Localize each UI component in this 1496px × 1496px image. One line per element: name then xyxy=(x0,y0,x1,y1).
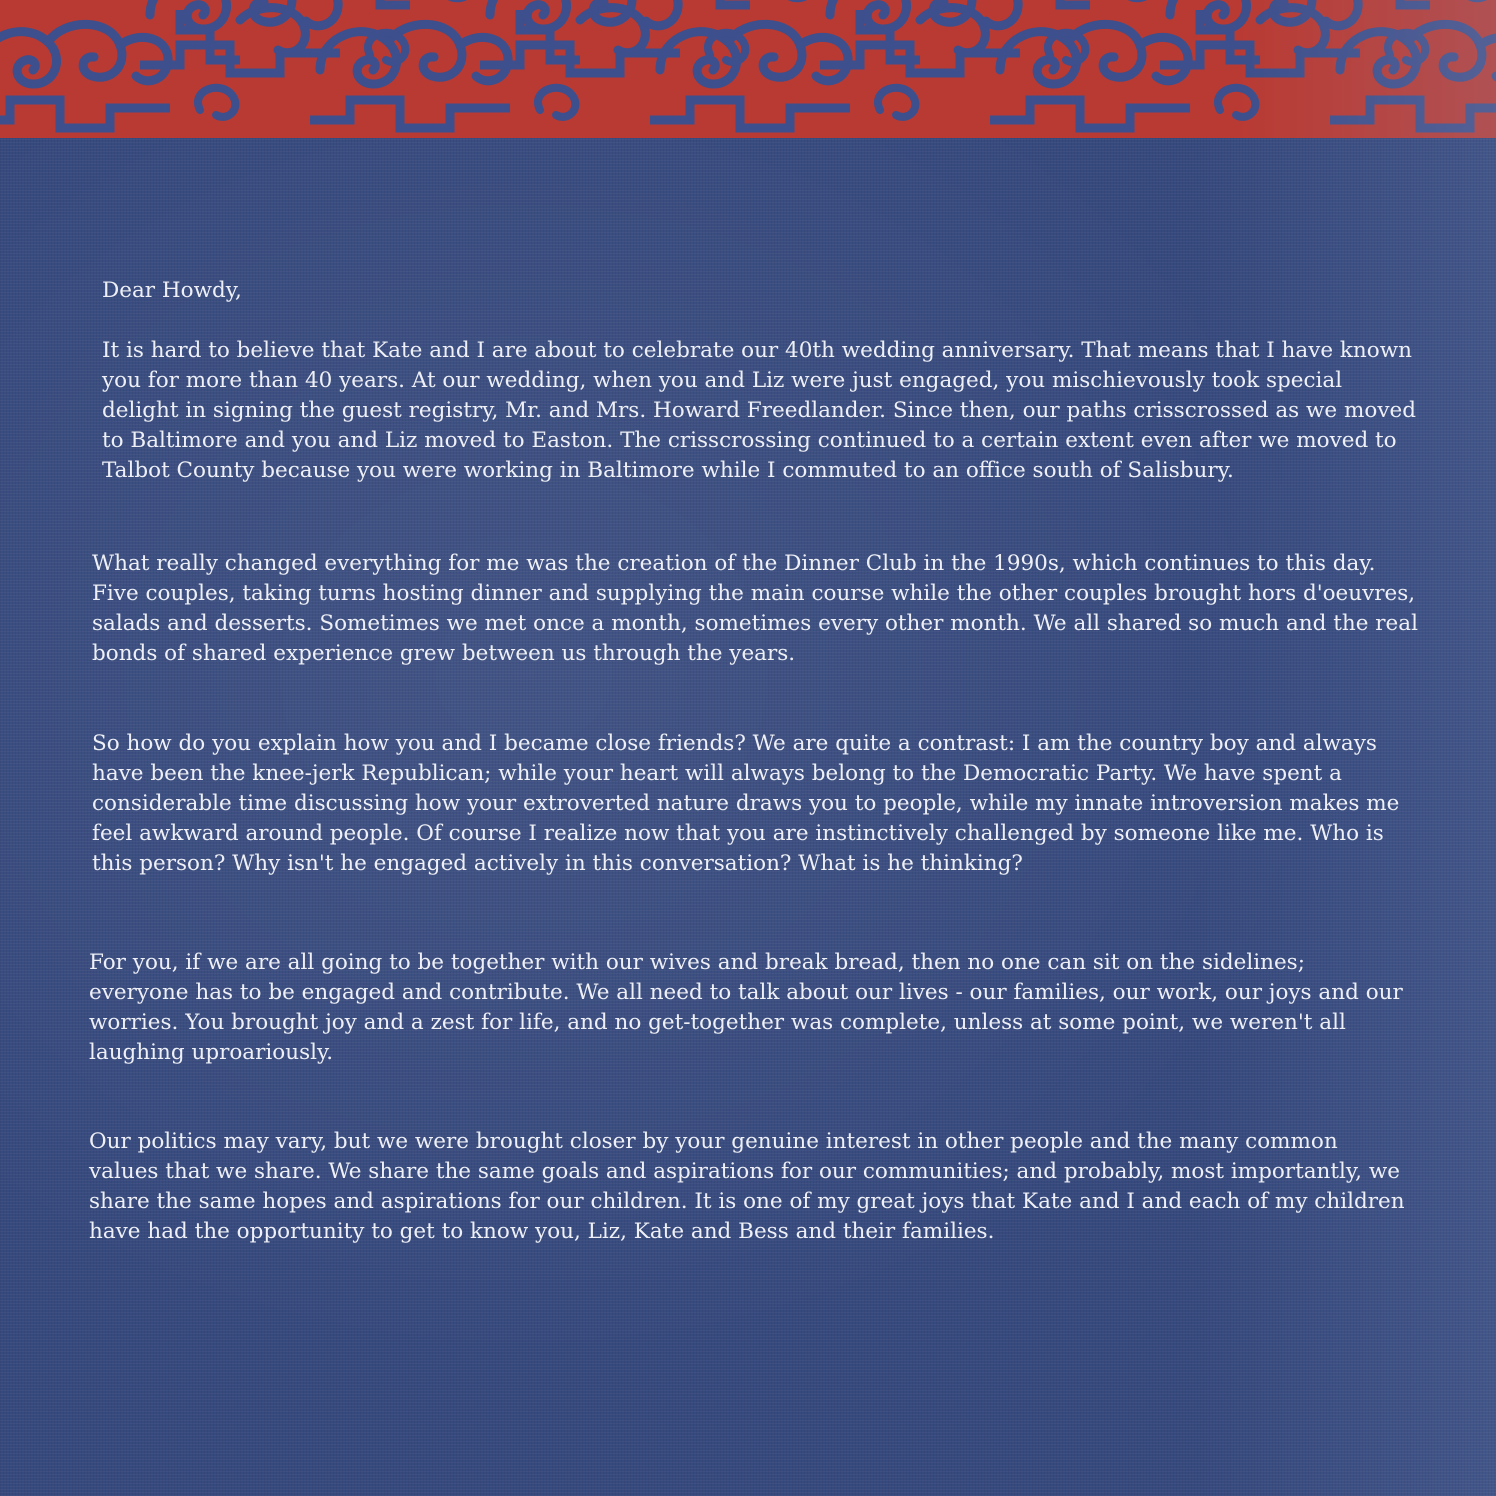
letter-paragraph-3: So how do you explain how you and I became close friends? We are quite a contrast: I am the country boy and always have been the knee-jerk Republican; while your heart will always belong to the Democratic Party. We have spent a considerable time discussing how your extroverted nature draws you to people, while my innate introversion makes me feel awkward around people. Of course I realize now that you are instinctively challenged by someone like me. Who is this person? Why isn't he engaged actively in this conversation? What is he thinking? xyxy=(92,731,1400,876)
letter-paragraph-2: What really changed everything for me was the creation of the Dinner Club in the 1990s, which continues to this day. Five couples, taking turns hosting dinner and supplying the main course while the other couples brought hors d'oeuvres, salads and desserts. Sometimes we met once a month, sometimes every other month. We all shared so much and the real bonds of shared experience grew between us through the years. xyxy=(92,551,1418,666)
letter-paragraph-4: For you, if we are all going to be together with our wives and break bread, then no one can sit on the sidelines; everyone has to be engaged and contribute. We all need to talk about our lives - our families, our work, our joys and our worries. You brought joy and a zest for life, and no get-together was complete, unless at some point, we weren't all laughing uproariously. xyxy=(89,950,1403,1065)
letter-paragraph-1: It is hard to believe that Kate and I are about to celebrate our 40th wedding anniversary. That means that I have known you for more than 40 years. At our wedding, when you and Liz were just engaged, you mischievously took special delight in signing the guest registry, Mr. and Mrs. Howard Freedlander. Since then, our paths crisscrossed as we moved to Baltimore and you and Liz moved to Easton. The crisscrossing continued to a certain extent even after we moved to Talbot County because you were working in Baltimore while I commuted to an office south of Salisbury. xyxy=(102,338,1416,483)
letter-salutation: Dear Howdy, xyxy=(102,278,242,303)
letter-paragraph-5: Our politics may vary, but we were brought closer by your genuine interest in other people and the many common values that we share. We share the same goals and aspirations for our communities; and probably, most importantly, we share the same hopes and aspirations for our children. It is one of my great joys that Kate and I and each of my children have had the opportunity to get to know you, Liz, Kate and Bess and their families. xyxy=(89,1129,1405,1244)
